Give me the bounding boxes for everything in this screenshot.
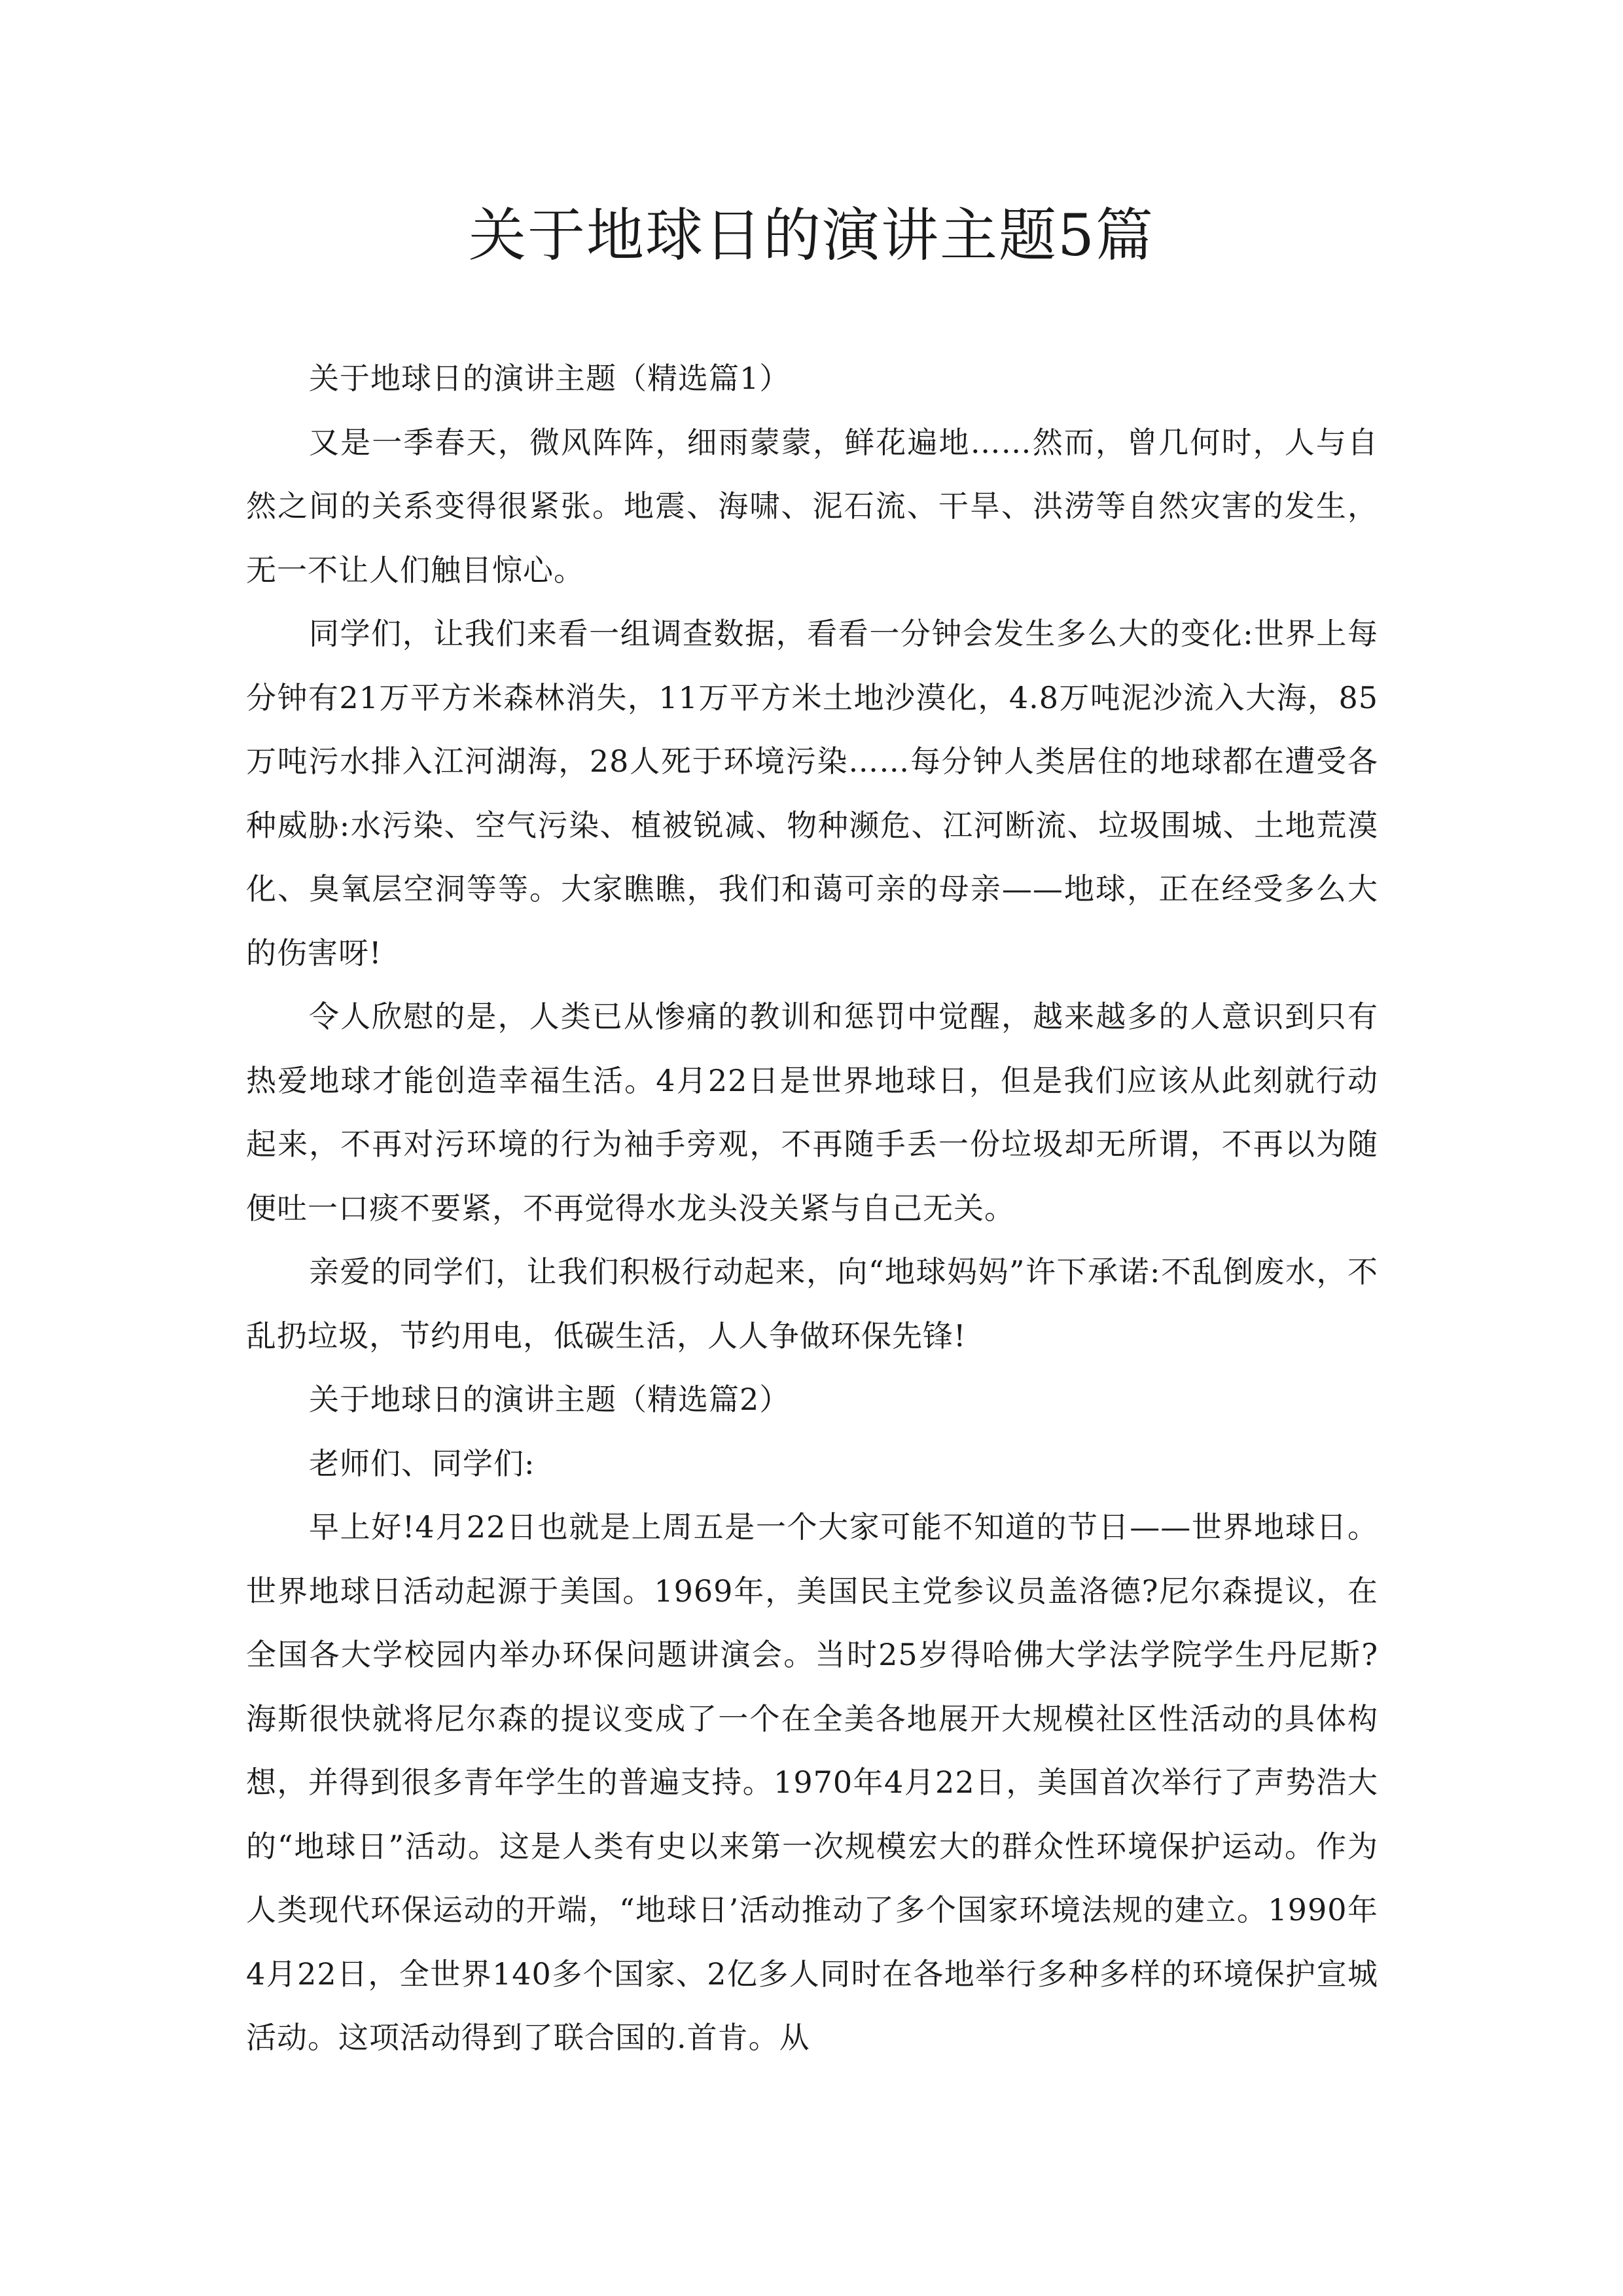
section-heading-2: 关于地球日的演讲主题（精选篇2） [309, 1382, 791, 1417]
paragraph: 又是一季春天，微风阵阵，细雨蒙蒙，鲜花遍地……然而，曾几何时，人与自然之间的关系变得很紧张。地震、海啸、泥石流、干旱、洪涝等自然灾害的发生，无一不让人们触目惊心。 [246, 424, 1378, 588]
section-heading-1: 关于地球日的演讲主题（精选篇1） [309, 361, 791, 396]
paragraph: 亲爱的同学们，让我们积极行动起来，向“地球妈妈”许下承诺:不乱倒废水，不乱扔垃圾，节约用电，低碳生活，人人争做环保先锋! [246, 1254, 1378, 1354]
document-body [246, 347, 1378, 2070]
paragraph: 令人欣慰的是，人类已从惨痛的教训和惩罚中觉醒，越来越多的人意识到只有热爱地球才能创造幸福生活。4月22日是世界地球日，但是我们应该从此刻就行动起来，不再对污环境的行为袖手旁观，不再随手丢一份垃圾却无所谓，不再以为随便吐一口痰不要紧，不再觉得水龙头没关紧与自己无关。 [246, 999, 1378, 1226]
document-title: 关于地球日的演讲主题5篇 [469, 202, 1154, 269]
salutation: 老师们、同学们: [309, 1445, 535, 1481]
paragraph: 早上好!4月22日也就是上周五是一个大家可能不知道的节日——世界地球日。世界地球日活动起源于美国。1969年，美国民主党参议员盖洛德?尼尔森提议，在全国各大学校园内举办环保问题讲演会。当时25岁得哈佛大学法学院学生丹尼斯?海斯很快就将尼尔森的提议变成了一个在全美各地展开大规模社区性活动的具体构想，并得到很多青年学生的普遍支持。1970年4月22日，美国首次举行了声势浩大的“地球日”活动。这是人类有史以来第一次规模宏大的群众性环境保护运动。作为人类现代环保运动的开端，“地球日’活动推动了多个国家环境法规的建立。1990年4月22日，全世界140多个国家、2亿多人同时在各地举行多种多样的环境保护宣城活动。这项活动得到了联合国的.首肯。从 [246, 1509, 1378, 2055]
paragraph: 同学们，让我们来看一组调查数据，看看一分钟会发生多么大的变化:世界上每分钟有21万平方米森林消失，11万平方米土地沙漠化，4.8万吨泥沙流入大海，85万吨污水排入江河湖海，28人死于环境污染……每分钟人类居住的地球都在遭受各种威胁:水污染、空气污染、植被锐减、物种濒危、江河断流、垃圾围城、土地荒漠化、臭氧层空洞等等。大家瞧瞧，我们和蔼可亲的母亲——地球，正在经受多么大的伤害呀! [246, 616, 1378, 971]
